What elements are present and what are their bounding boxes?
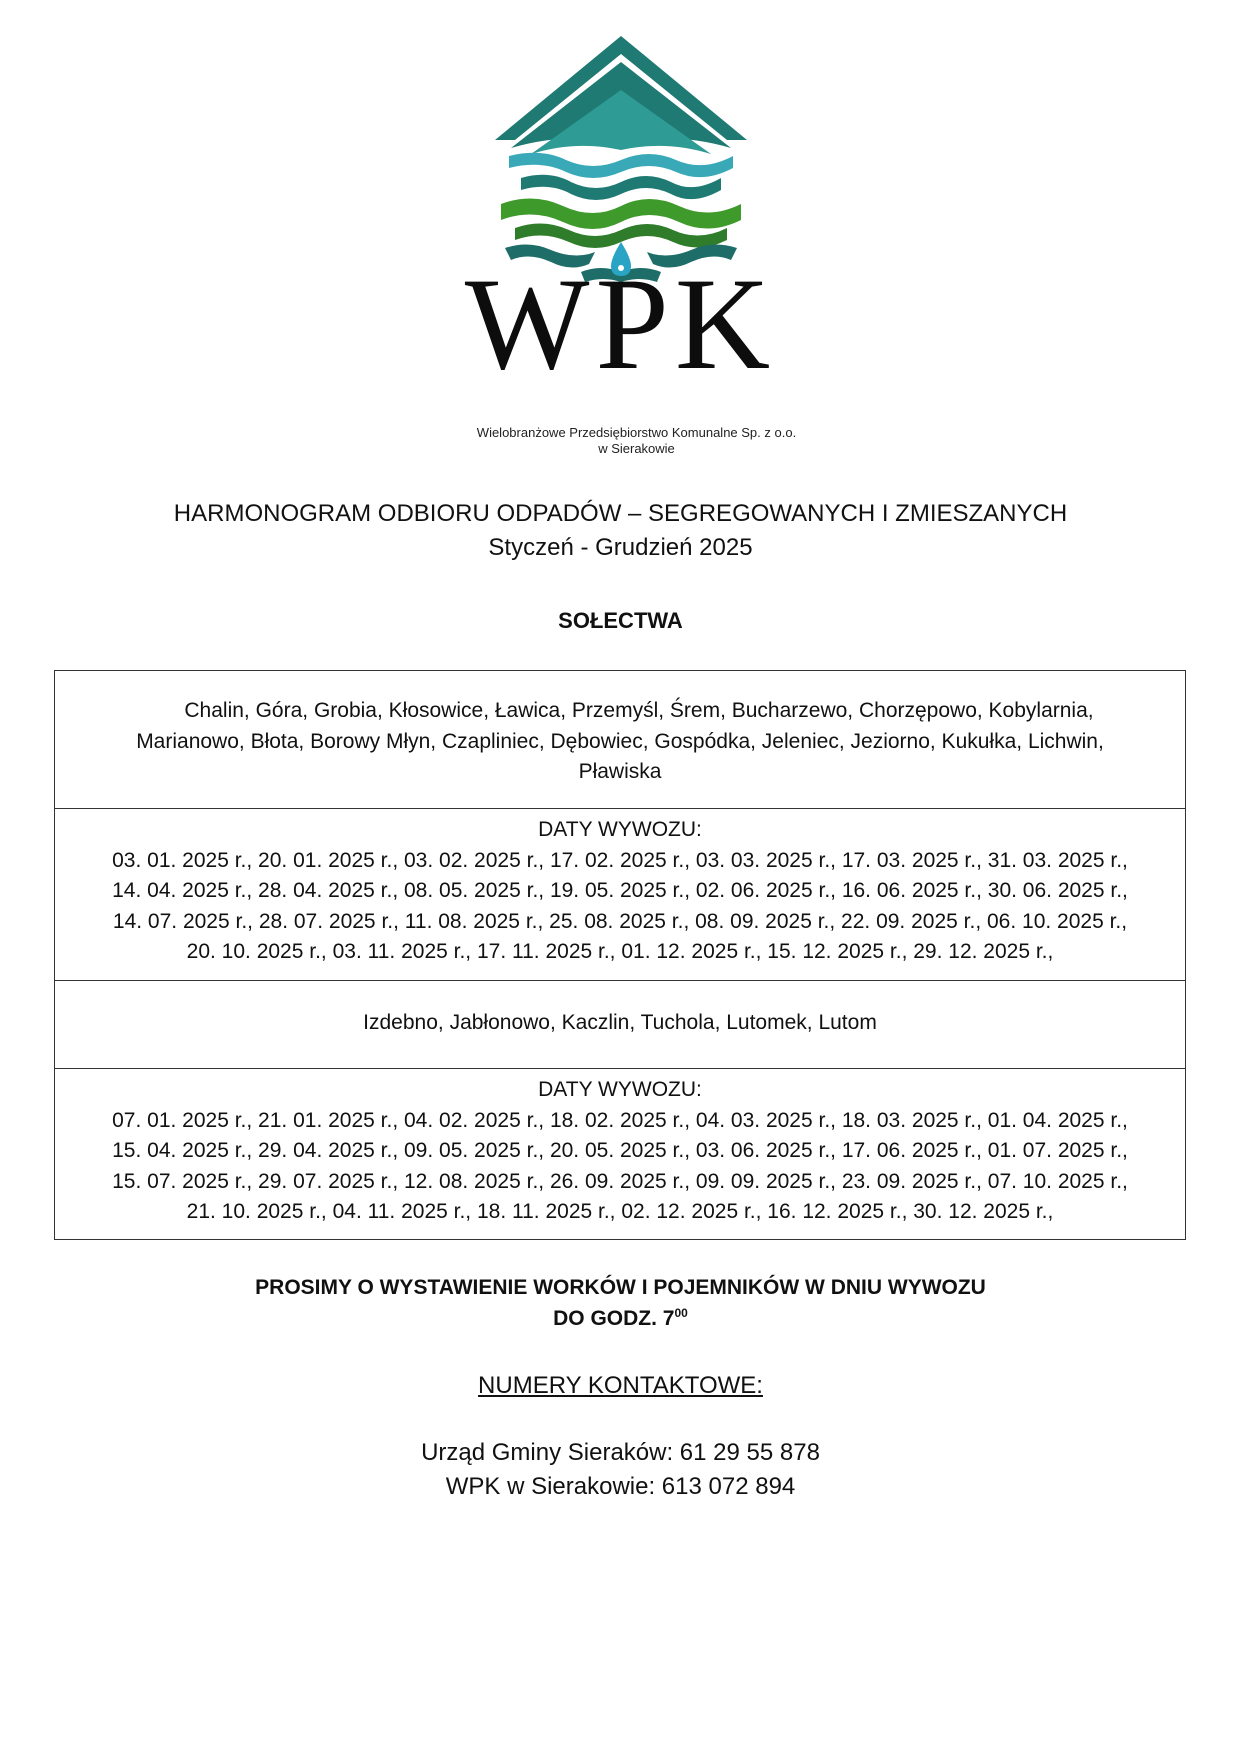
- notice-time: DO GODZ. 7: [553, 1307, 675, 1330]
- logo-wordmark: WPK: [464, 250, 777, 397]
- logo-subtitle-line2: w Sierakowie: [598, 441, 675, 456]
- page-title: HARMONOGRAM ODBIORU ODPADÓW – SEGREGOWANYCH I ZMIESZANYCH: [173, 500, 1068, 527]
- villages-line: Marianowo, Błota, Borowy Młyn, Czapliniec, Dębowiec, Gospódka, Jeleniec, Jeziorno, Kukułka, Lichwin,: [136, 729, 1104, 753]
- villages-line: Pławiska: [578, 760, 662, 783]
- contacts-heading: NUMERY KONTAKTOWE:: [478, 1372, 763, 1399]
- dates-line: 03. 01. 2025 r., 20. 01. 2025 r., 03. 02. 2025 r., 17. 02. 2025 r., 03. 03. 2025 r., 17. 03. 2025 r., 31. 03. 2025 r.,: [112, 848, 1128, 872]
- notice-time-minutes: 00: [674, 1306, 688, 1320]
- villages-group-2: [55, 981, 1185, 1069]
- dates-group-1: [55, 809, 1185, 981]
- dates-line: 21. 10. 2025 r., 04. 11. 2025 r., 18. 11. 2025 r., 02. 12. 2025 r., 16. 12. 2025 r., 30. 12. 2025 r.,: [186, 1200, 1054, 1223]
- dates-line: 20. 10. 2025 r., 03. 11. 2025 r., 17. 11. 2025 r., 01. 12. 2025 r., 15. 12. 2025 r., 29. 12. 2025 r.,: [186, 940, 1054, 963]
- dates-line: 07. 01. 2025 r., 21. 01. 2025 r., 04. 02. 2025 r., 18. 02. 2025 r., 04. 03. 2025 r., 18. 03. 2025 r., 01. 04. 2025 r.,: [112, 1108, 1128, 1132]
- dates-line: 15. 04. 2025 r., 29. 04. 2025 r., 09. 05. 2025 r., 20. 05. 2025 r., 03. 06. 2025 r., 17. 06. 2025 r., 01. 07. 2025 r.,: [112, 1139, 1128, 1162]
- villages-line: Izdebno, Jabłonowo, Kaczlin, Tuchola, Lutomek, Lutom: [363, 1011, 877, 1034]
- dates-line: 14. 07. 2025 r., 28. 07. 2025 r., 11. 08. 2025 r., 25. 08. 2025 r., 08. 09. 2025 r., 22. 09. 2025 r., 06. 10. 2025 r.,: [112, 909, 1128, 933]
- contact-municipality: Urząd Gminy Sieraków: 61 29 55 878: [421, 1439, 820, 1466]
- company-logo: [0, 36, 1241, 286]
- notice-line2: [0, 1306, 1241, 1331]
- dates-label: DATY WYWOZU:: [538, 1078, 702, 1101]
- notice-line1: PROSIMY O WYSTAWIENIE WORKÓW I POJEMNIKÓW W DNIU WYWOZU: [255, 1276, 986, 1299]
- dates-label: DATY WYWOZU:: [538, 818, 702, 841]
- villages-group-1: [55, 671, 1185, 809]
- dates-group-2: [55, 1069, 1185, 1239]
- dates-line: 14. 04. 2025 r., 28. 04. 2025 r., 08. 05. 2025 r., 19. 05. 2025 r., 02. 06. 2025 r., 16. 06. 2025 r., 30. 06. 2025 r.,: [112, 879, 1128, 902]
- villages-line: Chalin, Góra, Grobia, Kłosowice, Ławica, Przemyśl, Śrem, Bucharzewo, Chorzępowo, Kobylarnia,: [184, 699, 1094, 722]
- logo-waves-icon: [471, 36, 771, 286]
- schedule-table: [54, 670, 1186, 1240]
- contact-wpk: WPK w Sierakowie: 613 072 894: [445, 1473, 796, 1500]
- dates-line: 15. 07. 2025 r., 29. 07. 2025 r., 12. 08. 2025 r., 26. 09. 2025 r., 09. 09. 2025 r., 23. 09. 2025 r., 07. 10. 2025 r.,: [112, 1169, 1128, 1193]
- page-period: Styczeń - Grudzień 2025: [488, 534, 753, 561]
- section-heading: SOŁECTWA: [558, 608, 683, 633]
- logo-subtitle-line1: Wielobranżowe Przedsiębiorstwo Komunalne Sp. z o.o.: [476, 425, 797, 440]
